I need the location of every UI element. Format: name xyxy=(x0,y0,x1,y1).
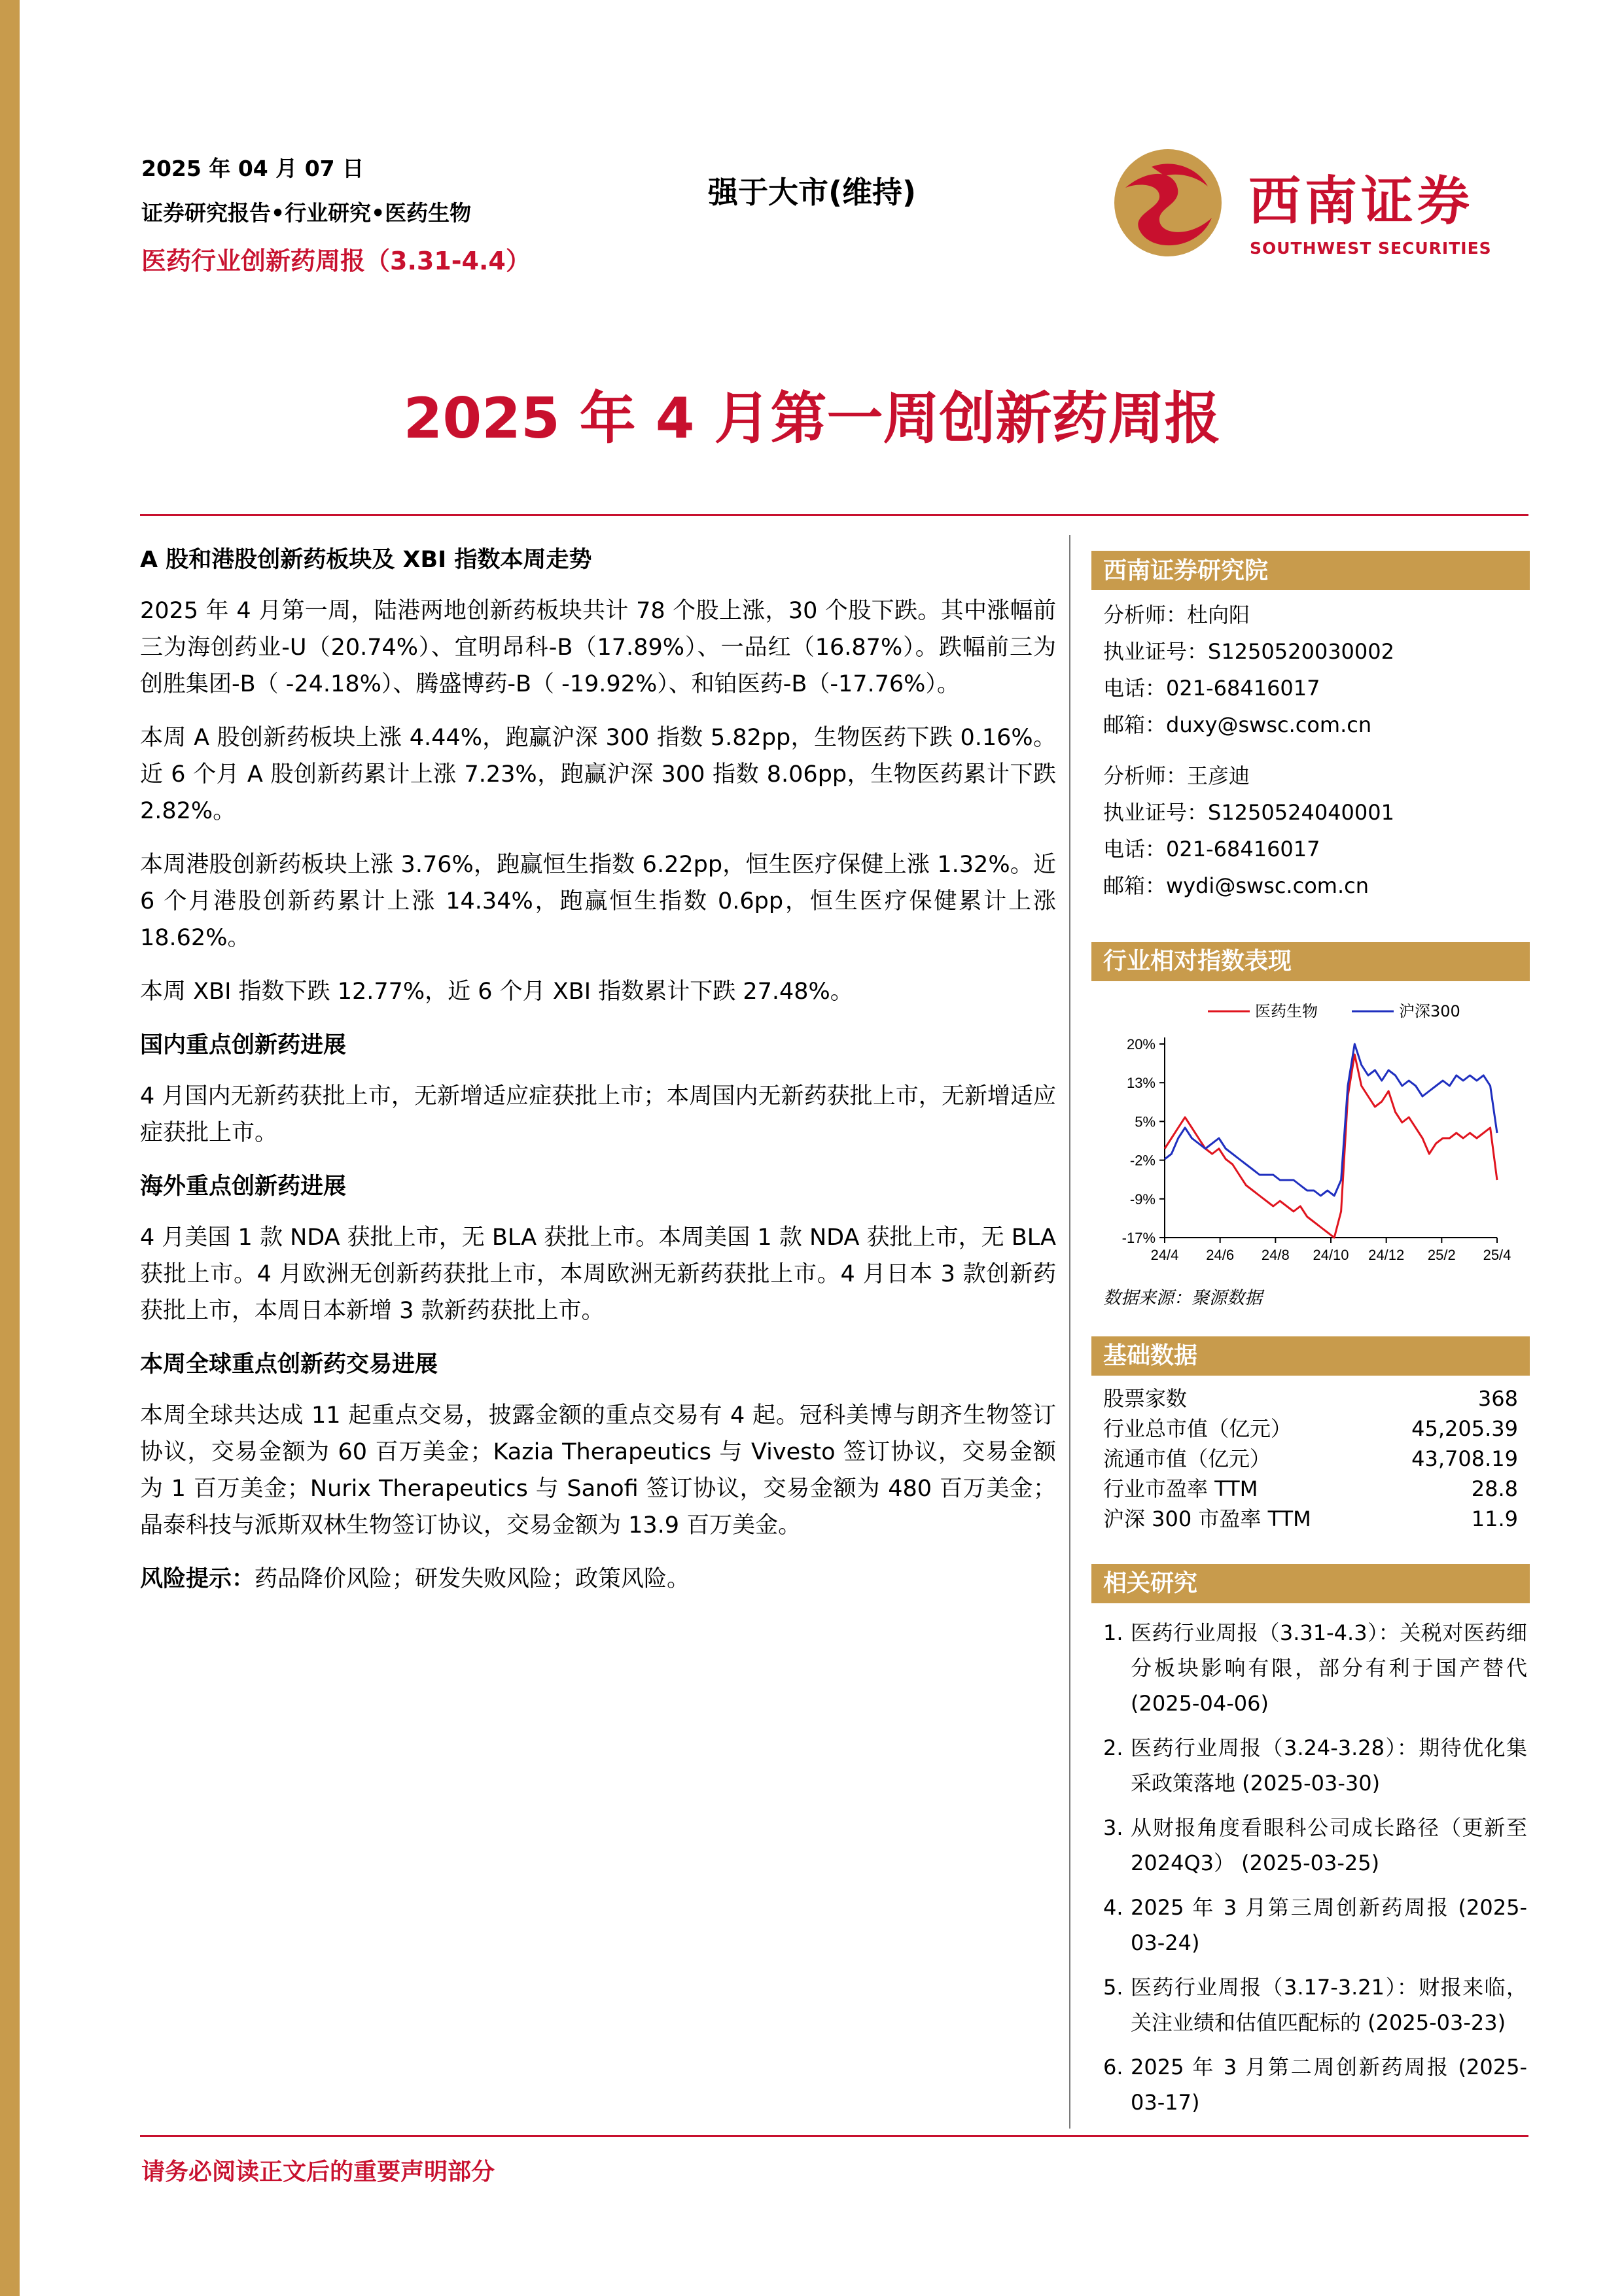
company-logo xyxy=(1112,147,1511,265)
analyst-email: 邮箱：duxy@swsc.com.cn xyxy=(1103,712,1372,737)
analyst-card-1 xyxy=(1091,597,1530,743)
related-text: 医药行业周报（3.24-3.28）：期待优化集采政策落地 (2025-03-30) xyxy=(1131,1735,1527,1796)
related-num: 1. xyxy=(1103,1620,1123,1645)
summary-column xyxy=(140,542,1056,1614)
y-tick-label: 5% xyxy=(1135,1113,1156,1130)
left-edge-stripe xyxy=(0,0,20,2296)
related-num: 6. xyxy=(1103,2055,1123,2079)
basic-label: 行业总市值（亿元） xyxy=(1103,1416,1292,1441)
report-category: 证券研究报告•行业研究•医药生物 xyxy=(141,200,472,226)
analyst-card-2 xyxy=(1091,757,1530,904)
industry-rating: 强于大市(维持) xyxy=(708,175,917,210)
related-text: 2025 年 3 月第二周创新药周报 (2025-03-17) xyxy=(1131,2055,1527,2115)
related-item[interactable] xyxy=(1103,1970,1527,2040)
basic-row xyxy=(1103,1414,1518,1444)
basic-value: 28.8 xyxy=(1471,1476,1518,1501)
section-heading-domestic: 国内重点创新药进展 xyxy=(140,1032,347,1058)
report-date: 2025 年 04 月 07 日 xyxy=(141,156,364,181)
analyst-phone: 电话：021-68416017 xyxy=(1103,837,1320,861)
basic-value: 43,708.19 xyxy=(1411,1446,1518,1471)
x-tick-label: 24/12 xyxy=(1368,1247,1405,1263)
market-paragraph-1: 2025 年 4 月第一周，陆港两地创新药板块共计 78 个股上涨，30 个股下跌。其中涨幅前三为海创药业-U（20.74%）、宜明昂科-B（17.89%）、一品红（16.87%）。跌幅前三为创胜集团-B（ -24.18%）、腾盛博药-B（ -19.92%）、和铂医药-B（-17.76%）。 xyxy=(140,598,1056,697)
related-num: 3. xyxy=(1103,1815,1123,1840)
y-tick-label: 20% xyxy=(1126,1036,1156,1052)
legend-label: 沪深300 xyxy=(1399,1002,1460,1020)
related-num: 2. xyxy=(1103,1735,1123,1760)
section-heading-overseas: 海外重点创新药进展 xyxy=(140,1174,347,1200)
chart-header: 行业相对指数表现 xyxy=(1091,942,1530,981)
series-line-1 xyxy=(1165,1054,1497,1238)
basic-value: 11.9 xyxy=(1471,1506,1518,1531)
market-paragraph-4: 本周 XBI 指数下跌 12.77%，近 6 个月 XBI 指数累计下跌 27.48%。 xyxy=(140,979,853,1005)
related-num: 4. xyxy=(1103,1895,1123,1920)
related-research-header: 相关研究 xyxy=(1091,1564,1530,1603)
x-tick-label: 24/4 xyxy=(1150,1247,1179,1263)
footer-divider xyxy=(140,2135,1528,2137)
related-research-list xyxy=(1091,1615,1530,2120)
legend-label: 医药生物 xyxy=(1255,1002,1318,1020)
analyst-cert: 执业证号：S1250520030002 xyxy=(1103,639,1394,664)
report-series: 医药行业创新药周报（3.31-4.4） xyxy=(141,247,531,275)
analyst-email: 邮箱：wydi@swsc.com.cn xyxy=(1103,873,1369,898)
related-text: 医药行业周报（3.17-3.21）：财报来临，关注业绩和估值匹配标的 (2025-03-23) xyxy=(1131,1975,1527,2035)
sidebar xyxy=(1091,551,1530,2129)
related-text: 从财报角度看眼科公司成长路径（更新至 2024Q3） (2025-03-25) xyxy=(1131,1815,1527,1875)
y-tick-label: -9% xyxy=(1129,1191,1156,1208)
y-tick-label: -2% xyxy=(1129,1152,1156,1169)
basic-label: 行业市盈率 TTM xyxy=(1103,1476,1258,1501)
basic-label: 沪深 300 市盈率 TTM xyxy=(1103,1506,1311,1531)
analyst-name: 分析师：杜向阳 xyxy=(1103,602,1250,627)
basic-row xyxy=(1103,1504,1518,1534)
report-title: 2025 年 4 月第一周创新药周报 xyxy=(403,386,1221,451)
related-item[interactable] xyxy=(1103,1615,1527,1721)
domestic-paragraph: 4 月国内无新药获批上市，无新增适应症获批上市；本周国内无新药获批上市，无新增适应症获批上市。 xyxy=(140,1083,1056,1146)
basic-value: 368 xyxy=(1477,1386,1518,1411)
relative-index-chart xyxy=(1091,992,1530,1278)
basic-row xyxy=(1103,1474,1518,1504)
institute-header: 西南证券研究院 xyxy=(1091,551,1530,590)
y-tick-label: 13% xyxy=(1126,1075,1156,1092)
x-tick-label: 25/2 xyxy=(1427,1247,1456,1263)
basic-data-header: 基础数据 xyxy=(1091,1336,1530,1376)
related-item[interactable] xyxy=(1103,1810,1527,1881)
logo-english-text: SOUTHWEST SECURITIES xyxy=(1250,239,1492,258)
overseas-paragraph: 4 月美国 1 款 NDA 获批上市，无 BLA 获批上市。本周美国 1 款 NDA 获批上市，无 BLA 获批上市。4 月欧洲无创新药获批上市，本周欧洲无新药获批上市。4 月日本 3 款创新药获批上市，本周日本新增 3 款新药获批上市。 xyxy=(140,1225,1056,1324)
footer-disclaimer: 请务必阅读正文后的重要声明部分 xyxy=(141,2159,495,2185)
basic-row xyxy=(1103,1444,1518,1474)
related-item[interactable] xyxy=(1103,1730,1527,1801)
section-heading-deals: 本周全球重点创新药交易进展 xyxy=(140,1351,438,1378)
risk-label: 风险提示： xyxy=(140,1566,255,1592)
x-tick-label: 25/4 xyxy=(1483,1247,1511,1263)
related-text: 2025 年 3 月第三周创新药周报 (2025-03-24) xyxy=(1131,1895,1527,1955)
x-tick-label: 24/6 xyxy=(1206,1247,1235,1263)
x-tick-label: 24/8 xyxy=(1261,1247,1290,1263)
related-num: 5. xyxy=(1103,1975,1123,2000)
deals-paragraph: 本周全球共达成 11 起重点交易，披露金额的重点交易有 4 起。冠科美博与朗齐生物签订协议，交易金额为 60 百万美金；Kazia Therapeutics 与 Vivesto 签订协议，交易金额为 1 百万美金；Nurix Therapeutics 与 Sanofi 签订协议，交易金额为 480 百万美金；晶泰科技与派斯双林生物签订协议，交易金额为 13.9 百万美金。 xyxy=(140,1402,1056,1539)
column-divider xyxy=(1069,535,1070,2129)
logo-chinese-text: 西南证券 xyxy=(1248,170,1474,232)
section-heading-market: A 股和港股创新药板块及 XBI 指数本周走势 xyxy=(140,547,592,573)
related-item[interactable] xyxy=(1103,1890,1527,1960)
market-paragraph-3: 本周港股创新药板块上涨 3.76%，跑赢恒生指数 6.22pp，恒生医疗保健上涨 1.32%。近 6 个月港股创新药累计上涨 14.34%，跑赢恒生指数 0.6pp，恒生医疗保健累计上涨 18.62%。 xyxy=(140,852,1056,951)
risk-text: 药品降价风险；研发失败风险；政策风险。 xyxy=(255,1566,690,1592)
basic-label: 流通市值（亿元） xyxy=(1103,1446,1271,1471)
y-tick-label: -17% xyxy=(1121,1230,1156,1246)
basic-label: 股票家数 xyxy=(1103,1386,1188,1411)
basic-row xyxy=(1103,1383,1518,1414)
basic-value: 45,205.39 xyxy=(1411,1416,1518,1441)
risk-note xyxy=(140,1561,1056,1597)
analyst-phone: 电话：021-68416017 xyxy=(1103,676,1320,701)
basic-data-table xyxy=(1091,1383,1530,1534)
analyst-cert: 执业证号：S1250524040001 xyxy=(1103,800,1394,825)
series-line-2 xyxy=(1165,1044,1497,1196)
analyst-name: 分析师：王彦迪 xyxy=(1103,763,1250,788)
related-text: 医药行业周报（3.31-4.3）：关税对医药细分板块影响有限，部分有利于国产替代 (2025-04-06) xyxy=(1131,1620,1527,1716)
chart-source: 数据来源：聚源数据 xyxy=(1103,1288,1262,1308)
title-divider xyxy=(140,514,1528,516)
related-item[interactable] xyxy=(1103,2049,1527,2120)
x-tick-label: 24/10 xyxy=(1313,1247,1349,1263)
chart-svg xyxy=(1091,992,1530,1278)
logo-mark-icon xyxy=(1112,147,1224,258)
market-paragraph-2: 本周 A 股创新药板块上涨 4.44%，跑赢沪深 300 指数 5.82pp，生物医药下跌 0.16%。近 6 个月 A 股创新药累计上涨 7.23%，跑赢沪深 300 指数 8.06pp，生物医药累计下跌 2.82%。 xyxy=(140,725,1056,824)
